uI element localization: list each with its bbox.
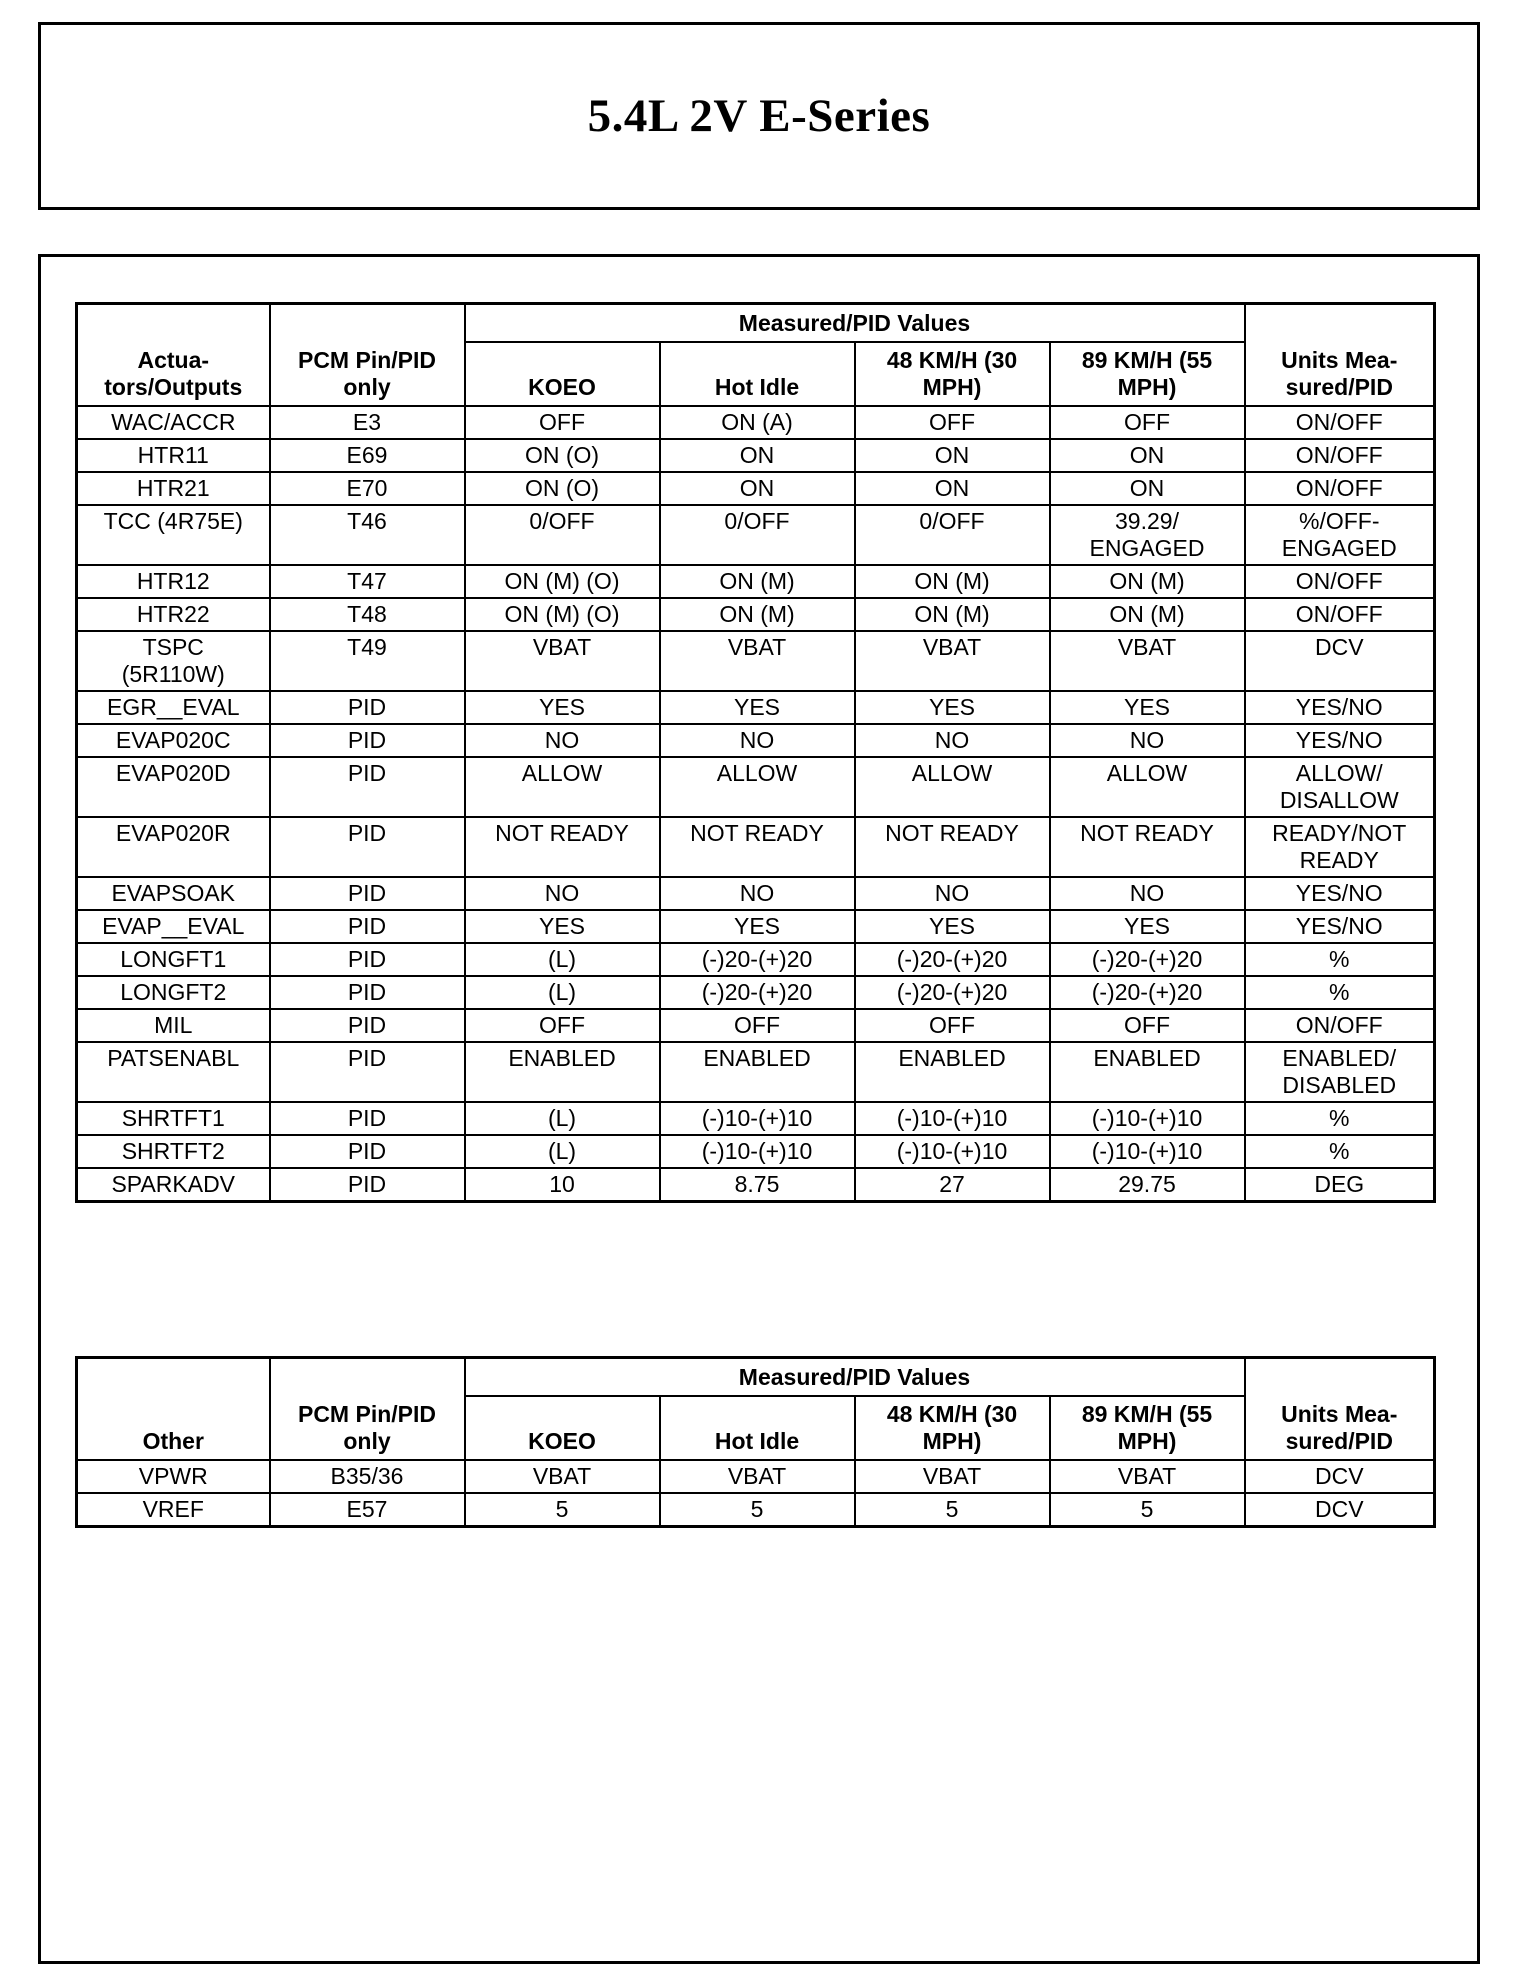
table-cell: HTR11 [77, 439, 270, 472]
header-89kmh: 89 KM/H (55 MPH) [1050, 342, 1245, 406]
table-cell: 0/OFF [660, 505, 855, 565]
table-cell: ON (O) [465, 472, 660, 505]
table-cell: EVAP020R [77, 817, 270, 877]
table-cell: 39.29/ ENGAGED [1050, 505, 1245, 565]
table-cell: SHRTFT1 [77, 1102, 270, 1135]
table-cell: 8.75 [660, 1168, 855, 1202]
table-cell: YES [465, 691, 660, 724]
table-cell: 0/OFF [855, 505, 1050, 565]
table-cell: PID [270, 1042, 465, 1102]
table-cell: OFF [465, 406, 660, 439]
table-cell: OFF [855, 406, 1050, 439]
table-cell: (-)20-(+)20 [1050, 943, 1245, 976]
table-cell: ON [660, 439, 855, 472]
header-hot-idle: Hot Idle [660, 342, 855, 406]
table-cell: E69 [270, 439, 465, 472]
header-koeo: KOEO [465, 342, 660, 406]
table-cell: PID [270, 1135, 465, 1168]
table-cell: YES [855, 910, 1050, 943]
table-cell: E57 [270, 1493, 465, 1527]
table-cell: (-)10-(+)10 [1050, 1102, 1245, 1135]
table-cell: ON (M) [660, 565, 855, 598]
table-row [77, 1102, 1435, 1135]
table-cell: TCC (4R75E) [77, 505, 270, 565]
table-cell: NO [660, 877, 855, 910]
table-cell: ALLOW [1050, 757, 1245, 817]
table-cell: LONGFT2 [77, 976, 270, 1009]
table-cell: PID [270, 691, 465, 724]
table-cell: 27 [855, 1168, 1050, 1202]
table-cell: OFF [1050, 1009, 1245, 1042]
table-cell: EGR__EVAL [77, 691, 270, 724]
actuators-outputs-table [75, 302, 1436, 1203]
table-cell: NO [465, 877, 660, 910]
table-cell: NO [855, 877, 1050, 910]
table-cell: % [1245, 1102, 1435, 1135]
table-cell: E3 [270, 406, 465, 439]
table-cell: OFF [1050, 406, 1245, 439]
table-cell: (-)10-(+)10 [660, 1102, 855, 1135]
table-row [77, 631, 1435, 691]
table-cell: % [1245, 976, 1435, 1009]
table-cell: PID [270, 976, 465, 1009]
table-cell: ON (M) [855, 565, 1050, 598]
table-cell: SHRTFT2 [77, 1135, 270, 1168]
table-cell: VBAT [660, 631, 855, 691]
table-cell: ENABLED [1050, 1042, 1245, 1102]
table-cell: YES/NO [1245, 877, 1435, 910]
table-body [77, 406, 1435, 1202]
table-cell: (-)20-(+)20 [855, 943, 1050, 976]
table-cell: VBAT [1050, 631, 1245, 691]
table-cell: ON/OFF [1245, 472, 1435, 505]
table-cell: T47 [270, 565, 465, 598]
table-cell: HTR21 [77, 472, 270, 505]
table-cell: PATSENABL [77, 1042, 270, 1102]
table-row [77, 505, 1435, 565]
table-cell: YES/NO [1245, 724, 1435, 757]
table-cell: ON [855, 472, 1050, 505]
header-pcm-pin: PCM Pin/PID only [270, 1358, 465, 1461]
table-cell: ON [855, 439, 1050, 472]
table-cell: ALLOW [660, 757, 855, 817]
table-cell: PID [270, 910, 465, 943]
table-row [77, 1042, 1435, 1102]
table-cell: E70 [270, 472, 465, 505]
table-cell: ON [1050, 439, 1245, 472]
table-cell: 5 [855, 1493, 1050, 1527]
other-table [75, 1356, 1436, 1528]
table-cell: NOT READY [465, 817, 660, 877]
table-cell: ON [1050, 472, 1245, 505]
header-48kmh: 48 KM/H (30 MPH) [855, 342, 1050, 406]
table-row [77, 943, 1435, 976]
table-cell: T46 [270, 505, 465, 565]
table-cell: B35/36 [270, 1460, 465, 1493]
table-cell: T48 [270, 598, 465, 631]
table-row [77, 817, 1435, 877]
table-cell: PID [270, 757, 465, 817]
table-body [77, 1460, 1435, 1527]
table-cell: VBAT [465, 1460, 660, 1493]
table-cell: YES [855, 691, 1050, 724]
table-cell: ALLOW/ DISALLOW [1245, 757, 1435, 817]
table-cell: ON [660, 472, 855, 505]
header-89kmh: 89 KM/H (55 MPH) [1050, 1396, 1245, 1460]
table-cell: % [1245, 1135, 1435, 1168]
table-cell: SPARKADV [77, 1168, 270, 1202]
table-cell: VBAT [660, 1460, 855, 1493]
table-cell: ON (M) (O) [465, 598, 660, 631]
table-row [77, 976, 1435, 1009]
table-cell: YES [660, 910, 855, 943]
table-row [77, 910, 1435, 943]
table-cell: WAC/ACCR [77, 406, 270, 439]
table-cell: T49 [270, 631, 465, 691]
table-cell: YES [1050, 691, 1245, 724]
header-actuators-outputs: Actua- tors/Outputs [77, 304, 270, 407]
table-cell: 29.75 [1050, 1168, 1245, 1202]
table-row [77, 1168, 1435, 1202]
table-cell: (-)10-(+)10 [660, 1135, 855, 1168]
table-cell: VBAT [855, 631, 1050, 691]
table-cell: READY/NOT READY [1245, 817, 1435, 877]
table-cell: NO [465, 724, 660, 757]
table-row [77, 1135, 1435, 1168]
table-cell: ON/OFF [1245, 598, 1435, 631]
table-cell: PID [270, 943, 465, 976]
table-cell: MIL [77, 1009, 270, 1042]
header-units: Units Mea- sured/PID [1245, 1358, 1435, 1461]
table-cell: 0/OFF [465, 505, 660, 565]
table-cell: ENABLED [855, 1042, 1050, 1102]
table-cell: ON (A) [660, 406, 855, 439]
header-other: Other [77, 1358, 270, 1461]
page-title: 5.4L 2V E-Series [587, 90, 931, 142]
table-row [77, 757, 1435, 817]
table-cell: (-)20-(+)20 [660, 943, 855, 976]
content-frame [38, 254, 1480, 1964]
table-row [77, 439, 1435, 472]
table-cell: (-)10-(+)10 [855, 1102, 1050, 1135]
table-cell: 5 [660, 1493, 855, 1527]
table-cell: PID [270, 1168, 465, 1202]
table-row [77, 1493, 1435, 1527]
table-row [77, 1460, 1435, 1493]
table-cell: 10 [465, 1168, 660, 1202]
header-measured-pid-values: Measured/PID Values [465, 304, 1245, 343]
header-measured-pid-values: Measured/PID Values [465, 1358, 1245, 1397]
table-row [77, 406, 1435, 439]
table-cell: YES/NO [1245, 910, 1435, 943]
table-cell: YES [1050, 910, 1245, 943]
table-cell: EVAP020C [77, 724, 270, 757]
table-cell: %/OFF- ENGAGED [1245, 505, 1435, 565]
table-cell: (-)20-(+)20 [855, 976, 1050, 1009]
table-cell: OFF [855, 1009, 1050, 1042]
table-cell: YES [660, 691, 855, 724]
table-cell: NO [1050, 724, 1245, 757]
table-cell: EVAP020D [77, 757, 270, 817]
table-cell: VBAT [465, 631, 660, 691]
table-cell: ALLOW [855, 757, 1050, 817]
table-cell: (-)20-(+)20 [660, 976, 855, 1009]
table-cell: 5 [1050, 1493, 1245, 1527]
header-48kmh: 48 KM/H (30 MPH) [855, 1396, 1050, 1460]
table-cell: PID [270, 817, 465, 877]
table-row [77, 598, 1435, 631]
table-cell: DCV [1245, 631, 1435, 691]
table-row [77, 1009, 1435, 1042]
table-cell: ENABLED [465, 1042, 660, 1102]
table-cell: ON (O) [465, 439, 660, 472]
table-cell: PID [270, 1102, 465, 1135]
table-cell: VREF [77, 1493, 270, 1527]
table-cell: NO [660, 724, 855, 757]
table-cell: (L) [465, 1135, 660, 1168]
table-cell: % [1245, 943, 1435, 976]
table-row [77, 724, 1435, 757]
table-cell: PID [270, 877, 465, 910]
table-cell: NOT READY [1050, 817, 1245, 877]
table-cell: OFF [465, 1009, 660, 1042]
header-koeo: KOEO [465, 1396, 660, 1460]
table-cell: ENABLED [660, 1042, 855, 1102]
table-cell: YES/NO [1245, 691, 1435, 724]
table-cell: VBAT [1050, 1460, 1245, 1493]
table-cell: 5 [465, 1493, 660, 1527]
table-row [77, 565, 1435, 598]
table-cell: ON (M) [1050, 565, 1245, 598]
table-cell: LONGFT1 [77, 943, 270, 976]
header-units: Units Mea- sured/PID [1245, 304, 1435, 407]
table-cell: ON/OFF [1245, 565, 1435, 598]
table-cell: (-)20-(+)20 [1050, 976, 1245, 1009]
table-row [77, 472, 1435, 505]
table-cell: ON/OFF [1245, 1009, 1435, 1042]
table-cell: HTR12 [77, 565, 270, 598]
table-cell: DEG [1245, 1168, 1435, 1202]
table-cell: VPWR [77, 1460, 270, 1493]
table-cell: ON (M) [660, 598, 855, 631]
table-cell: (-)10-(+)10 [855, 1135, 1050, 1168]
table-cell: (-)10-(+)10 [1050, 1135, 1245, 1168]
table-cell: TSPC (5R110W) [77, 631, 270, 691]
table-cell: VBAT [855, 1460, 1050, 1493]
table-cell: (L) [465, 976, 660, 1009]
table-cell: EVAPSOAK [77, 877, 270, 910]
table-cell: NOT READY [855, 817, 1050, 877]
table-row [77, 877, 1435, 910]
table-cell: DCV [1245, 1460, 1435, 1493]
table-cell: OFF [660, 1009, 855, 1042]
table-cell: NO [1050, 877, 1245, 910]
table-cell: NO [855, 724, 1050, 757]
table-cell: (L) [465, 1102, 660, 1135]
table-cell: DCV [1245, 1493, 1435, 1527]
table-cell: NOT READY [660, 817, 855, 877]
title-box [38, 22, 1480, 210]
table-cell: ON (M) (O) [465, 565, 660, 598]
table-row [77, 691, 1435, 724]
header-pcm-pin: PCM Pin/PID only [270, 304, 465, 407]
table-cell: ON (M) [1050, 598, 1245, 631]
table-cell: PID [270, 724, 465, 757]
table-cell: ALLOW [465, 757, 660, 817]
table-cell: PID [270, 1009, 465, 1042]
table-cell: ON/OFF [1245, 439, 1435, 472]
table-cell: EVAP__EVAL [77, 910, 270, 943]
table-cell: YES [465, 910, 660, 943]
header-hot-idle: Hot Idle [660, 1396, 855, 1460]
table-cell: (L) [465, 943, 660, 976]
table-cell: ON (M) [855, 598, 1050, 631]
table-cell: HTR22 [77, 598, 270, 631]
table-cell: ON/OFF [1245, 406, 1435, 439]
table-cell: ENABLED/ DISABLED [1245, 1042, 1435, 1102]
